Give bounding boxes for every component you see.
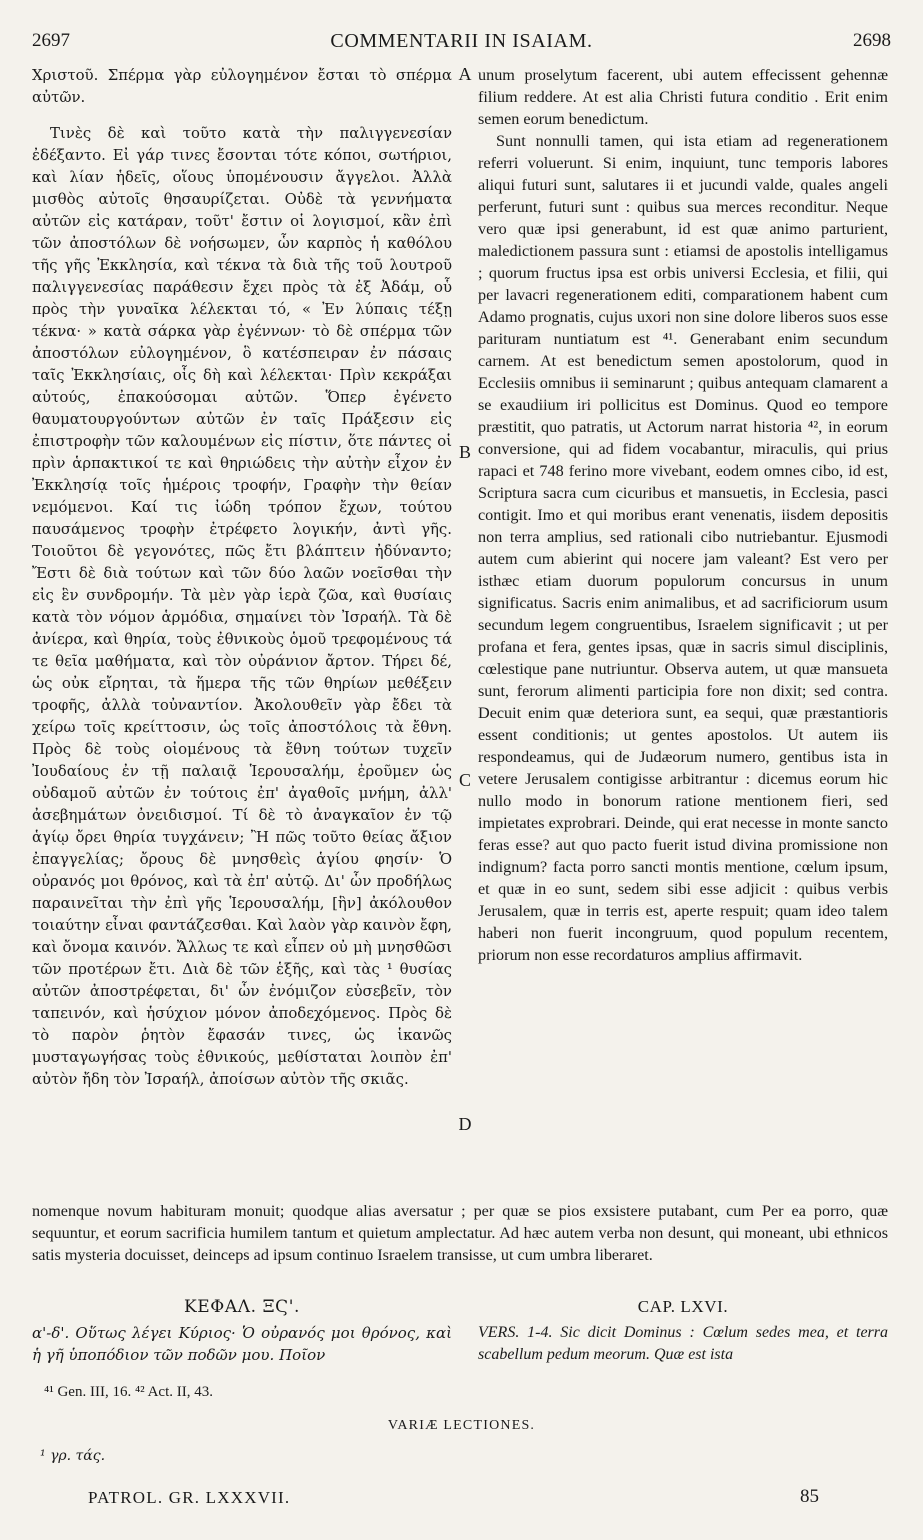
full-width-paragraph: nomenque novum habituram monuit; quodque alias aversatur ; per quæ se pios exsistere putabant, cum Per ea porro, quæ sequuntur, et eorum sacrificia humilem tantum et quietum amplectatur. Ad hæc autem verba non desunt, qui moneant, ubi ethnicos satis mysteria docuisset, deinceps ad ipsum continuo Israelem transisse, ut cum umbra liberaret. <box>32 1202 888 1264</box>
latin-paragraph-1: unum proselytum facerent, ubi autem effecissent gehennæ filium reddere. At est alia Christi futura conditio . Erit enim semen eorum benedictum. <box>478 66 888 128</box>
varia-lectiones-heading: VARIÆ LECTIONES. <box>387 1418 536 1433</box>
page-number-right: 2698 <box>853 30 891 51</box>
full-width-text <box>32 1200 888 1266</box>
margin-letter-c: C <box>458 770 471 790</box>
verse-latin: VERS. 1-4. Sic dicit Dominus : Cœlum sedes mea, et terra scabellum pedum meorum. Quæ est ista <box>478 1324 888 1363</box>
chapter-heading-greek: ΚΕΦΑΛ. ΞϚ'. <box>183 1297 301 1317</box>
page-number-left: 2697 <box>32 30 70 51</box>
running-title: COMMENTARII IN ISAIAM. <box>330 30 593 52</box>
collection-signature: PATROL. GR. LXXXVII. <box>88 1488 291 1507</box>
latin-paragraph-2: Sunt nonnulli tamen, qui ista etiam ad regenerationem referri voluerunt. Si enim, inquiunt, tunc temporis labores aliqui futuri sunt, salutares ii et jucundi valde, quales angeli perferunt, futuri sunt : quibus sua merces reconditur. Neque vero quæ ipsi generabunt, id est quæ animo parturient, maledictionem passura sunt : etiamsi de apostolis intelligamus ; quorum fructus ipsa est orbis universi Ecclesia, et filii, qui per lavacri regenerationem editi, comparationem habent cum Adamo prognatis, cujus uxori non sine dolore liberos suos esse parituram nuntiatum est ⁴¹. Generabant enim secundum carnem. At est benedictum semen apostolorum, quod in Ecclesiis omnibus ii seminarunt ; quibus antequam clamarent a se exaudiium iri pollicitus est Dominus. Quod eo tempore præstitit, quo patratis, ut Actorum narrat historia ⁴², in eorum conversione, qui ad fidem vocabantur, miraculis, qui prius rapaci et 748 ferino more vivebant, eodem omnes cibo, id est, Scriptura sacra cum cicuribus et mansuetis, in Ecclesia, pasci contigit. Imo et qui moribus erant venenatis, iisdem depositis non terra amplius, sed rationali cibo nutriebantur. Ejusmodi autem cum abierint qui nocere jam valeant? Est vero per isthæc etiam duorum populorum concursus in unum significatus. Sacris enim animalibus, et ad sacrificiorum usum secundum legem congruentibus, Israelem significavit ; ut per profana et fera, gentes ipsas, quæ in sacris simul disciplinis, cœlestique pane nutriuntur. Observa autem, ut quæ mansueta sunt, ferorum alimenti participia fore non dixit; sed contra. Decuit enim quæ deteriora sunt, ea sequi, quæ præstantioris essent conditionis; ut gentes apostolos. Ut autem iis respondeamus, qui de Judæorum numero, gentibus ista in vetere Jerusalem contigisse arbitrantur : dicemus eorum hic nullo modo in bonorum ratione mentionem fieri, sed impietates exprobrari. Deinde, qui erat necesse in monte sancto feras esse? aut quo pacto fuerit istud divina promissione non indignum? facta porro sancti montis mentione, cœlum ipsum, et quæ in eo sunt, sedem sibi esse adjicit : quibus verbis Jerusalem, quæ in terris est, aperte respuit; quam ideo talem haberi non fuerit incongruum, quod populum recentem, priorum non esse recordaturos amplius affirmavit. <box>478 132 888 964</box>
footnotes: ⁴¹ Gen. III, 16. ⁴² Act. II, 43. <box>44 1384 213 1400</box>
chapter-heading-latin: CAP. LXVI. <box>637 1297 729 1316</box>
greek-column <box>32 64 452 1194</box>
varia-lectiones-entry: ¹ γρ. τάς. <box>40 1448 106 1464</box>
greek-paragraph-2: Τινὲς δὲ καὶ τοῦτο κατὰ τὴν παλιγγενεσίαν ἐδέξαντο. Εἰ γάρ τινες ἔσονται τότε κόποι, σωτήριοι, καὶ λίαν ἡδεῖς, οἵους ὑπομένουσιν ἄγγελοι. Ἀλλὰ μισθὸς αὐτοῖς θησαυρίζεται. Οὐδὲ τὰ γεννήματα αὐτῶν εἰς κατάραν, τοῦτ' ἔστιν οἱ λογισμοί, κἂν ἐπὶ τῶν ἀποστόλων δὲ νοήσωμεν, ὧν καρπὸς ἡ καθόλου τῆς γῆς Ἐκκλησία, καὶ τέκνα τὰ διὰ τῆς τοῦ λουτροῦ παλιγγενεσίας παράθεσιν ἔχει πρὸς τὰ ἐξ Ἀδάμ, οὗ πρὸς τὴν γυναῖκα λέλεκται τό, « Ἐν λύπαις τέξῃ τέκνα· » κατὰ σάρκα γὰρ ἐγέννων· τὸ δὲ σπέρμα τῶν ἀποστόλων εὐλογημένον, ὃ κατέσπειραν ἐν πάσαις ταῖς Ἐκκλησίαις, οἷς δὴ καὶ λέλεκται· Πρὶν κεκράξαι αὐτούς, ἐπακούσομαι αὐτῶν. Ὅπερ ἐγένετο θαυματουργούντων αὐτῶν ἐν ταῖς Πράξεσιν εἰς ἐπιστροφὴν τῶν καλουμένων εἰς πίστιν, ὅτε πάντες οἱ πρὶν ἁρπακτικοί τε καὶ θηριώδεις τὴν αὐτὴν εἶχον ἐν Ἐκκλησίᾳ τοῖς ἡμέροις τροφήν, Γραφὴν τὴν θείαν νεμόμενοι. Καί τις ἰώδη τρόπον ἔχων, τούτου παυσάμενος τροφὴν ἐτρέφετο λογικήν, ἀντὶ γῆς. Τοιοῦτοι δὲ γεγονότες, πῶς ἔτι βλάπτειν ἠδύναντο; Ἔστι δὲ διὰ τούτων καὶ τῶν δύο λαῶν νοεῖσθαι τὴν εἰς ἓν συνδρομήν. Τὰ μὲν γὰρ ἱερὰ ζῶα, καὶ θυσίαις κατὰ τὸν νόμον ἁρμόδια, σημαίνει τὸν Ἰσραήλ. Τὰ δὲ ἀνίερα, καὶ θηρία, τοὺς ἐθνικοὺς ὁμοῦ τρεφομένους τά τε θεῖα μαθήματα, καὶ τὸν οὐράνιον ἄρτον. Τήρει δέ, ὡς οὐκ εἴρηται, τὰ ἥμερα τῆς τῶν θηρίων μεθέξειν τροφῆς, ἀλλὰ τοὐναντίον. Ἀκολουθεῖν γὰρ ἔδει τὰ χείρω τοῖς κρείττοσιν, ὡς τοῖς ἀποστόλοις τὰ ἔθνη. Πρὸς δὲ τοὺς οἰομένους τὰ ἔθνη τούτων τυχεῖν Ἰουδαίους ἐν τῇ παλαιᾷ Ἱερουσαλήμ, ἐροῦμεν ὡς οὐδαμοῦ αὐτῶν ἐν τούτοις ἐπ' ἀγαθοῖς μνήμη, ἀλλ' ἀσεβημάτων ὀνειδισμοί. Τί δὲ τὸ ἀναγκαῖον ἐν τῷ ἁγίῳ ὄρει θηρία τυγχάνειν; Ἢ πῶς τοῦτο θείας ἄξιον ἐπαγγελίας; ὄρους δὲ μνησθεὶς ἁγίου φησίν· Ὁ οὐρανός μοι θρόνος, καὶ τὰ ἐπ' αὐτῷ. Δι' ὧν προδήλως παραινεῖται τὴν ἐπὶ γῆς Ἱερουσαλήμ, [ἣν] ἀκόλουθον τοιαύτην εἶναι φαντάζεσθαι. Καὶ λαὸν γὰρ καινὸν ἔφη, καὶ ὄνομα καινόν. Ἄλλως τε καὶ εἶπεν οὐ μὴ μνησθῶσι τῶν προτέρων ἔτι. Διὰ δὲ τῶν ἑξῆς, καὶ τὰς ¹ θυσίας αὐτῶν ἀποστρέφεται, δι' ὧν ἐνόμιζον εὐσεβεῖν, τὸν ταπεινόν, καὶ ἡσύχιον μόνον ἀποδεχόμενος. Πρὸς δὲ τὸ παρὸν ῥητὸν ἔφασάν τινες, ὡς ἱκανῶς μυσταγωγήσας τοὺς ἐθνικούς, μεθίσταται λοιπὸν ἐπ' αὐτὸν ἤδη τὸν Ἰσραήλ, ἀποίσων αὐτὸν τῆς σκιᾶς. <box>32 124 452 1088</box>
margin-letter-a: A <box>458 64 472 84</box>
verse-greek: α'-δ'. Οὕτως λέγει Κύριος· Ὁ οὐρανός μοι θρόνος, καὶ ἡ γῆ ὑποπόδιον τῶν ποδῶν μου. Ποῖον <box>32 1324 452 1364</box>
margin-letter-b: B <box>458 442 471 462</box>
sheet-number: 85 <box>800 1486 819 1507</box>
greek-paragraph-1: Χριστοῦ. Σπέρμα γὰρ εὐλογημένον ἔσται τὸ σπέρμα αὐτῶν. <box>32 66 452 106</box>
latin-column <box>478 64 888 1194</box>
margin-letter-d: D <box>458 1114 472 1134</box>
